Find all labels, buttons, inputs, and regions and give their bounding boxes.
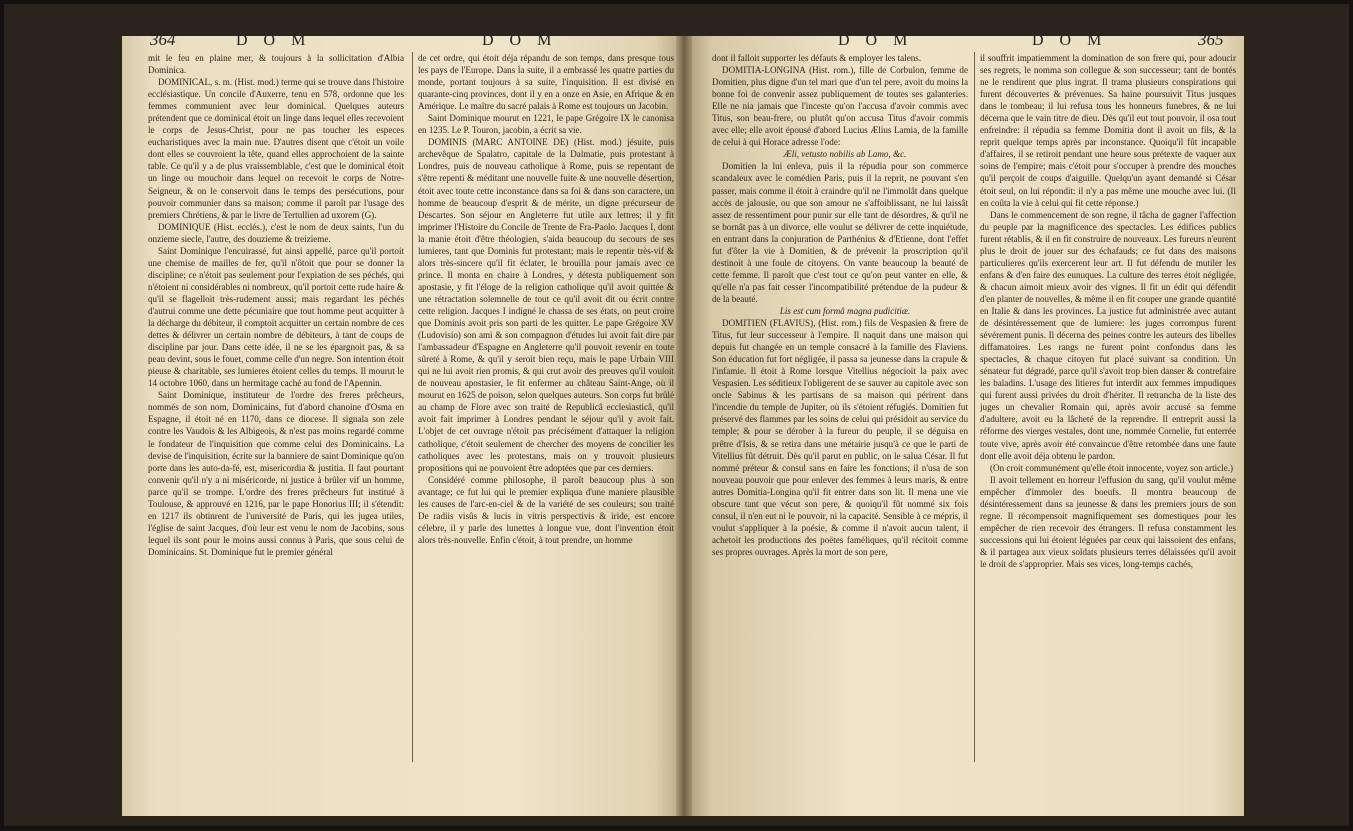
left-page-number: 364 <box>150 30 176 49</box>
column-rule <box>974 52 975 762</box>
left-column-2 <box>418 52 674 772</box>
paragraph: Saint Dominique l'encuirassé, fut ainsi appellé, parce qu'il portoit une chemise de mailles de fer, qu'il n'ôtoit que pour se donner la discipline; ce n'étoit pas seulement pour l'expiation de ses péchés, qui n'étoient ni considérables ni nombreux, qu'il portoit cette rude haire & qu'il se flagelloit très-rudement aussi; mais regardant les péchés d'autrui comme une dette pécuniaire que tout homme peut acquitter à la décharge du débiteur, il comptoit acquitter un certain nombre de ces dettes & délivrer un certain nombre de débiteurs, à tant de coups de discipline par jour. Dans cette idée, il ne se les épargnoit pas, & sa peau devint, sous le fouet, comme celle d'un negre. Son intention étoit pieuse & charitable, ses lumieres étoient celles du temps. Il mourut le 14 octobre 1060, dans un hermitage caché au fond de l'Apennin. <box>148 245 404 389</box>
paragraph: Saint Dominique mourut en 1221, le pape Grégoire IX le canonisa en 1235. Le P. Touron, jacobin, a écrit sa vie. <box>418 113 674 136</box>
verse-quote: Lis est cum formâ magna pudicitiæ. <box>779 305 911 316</box>
paragraph: dont il falloit supporter les défauts & employer les talens. <box>712 53 922 63</box>
paragraph: (On croit communément qu'elle étoit innocente, voyez son article.) <box>990 462 1234 473</box>
paragraph: Il avoit tellement en horreur l'effusion du sang, qu'il voulut même empêcher d'immoler des boeufs. Il montra beaucoup de désintéressement dans sa jeunesse & dans les premiers jours de son regne. Il récompensoit magnifiquement ses domestiques pour les empêcher de rien recevoir des étrangers. Il refusa constamment les successions qui lui étoient léguées par ceux qui laissoient des enfans, & il partagea aux vieux soldats plusieurs terres délaissées qu'il avoit le droit de s'approprier. Mais ses vices, long-temps cachés, <box>980 474 1236 569</box>
entry-dominique: DOMINIQUE (Hist. ecclés.), c'est le nom de deux saints, l'un du onzieme siecle, l'autre, des douzieme & treizieme. <box>148 221 404 244</box>
paragraph: mit le feu en plaine mer, & toujours à la sollicitation d'Albia Dominica. <box>148 53 404 76</box>
paragraph: Dans le commencement de son regne, il tâcha de gagner l'affection du peuple par la magnificence des spectacles. Les édifices publics furent rétablis, & il en fit construire de nouveaux. Les fureurs n'eurent plus le droit de jouer sur des échafauds; ce fut dans des maisons particulieres qu'ils exercerent leur art. Il fut défendu de mutiler les enfans & d'en faire des eunuques. La culture des terres étoit négligée, & chacun aimoit mieux avoir des vignes. Il fit un édit qui défendit d'en planter de nouvelles, & même il en fit couper une grande quantité en Italie & dans les provinces. La justice fut administrée avec autant de désintéressement que de lumiere: les juges corrompus furent sévérement punis. Il décerna des peines contre les auteurs des libelles diffamatoires. Les rangs ne furent point confondus dans les spectacles, & chaque citoyen fut placé suivant sa condition. Un sénateur fut dégradé, parce qu'il s'avoit trop bien danser & contrefaire les baladins. L'usage des litieres fut interdit aux femmes impudiques qui furent aussi privées du droit d'hériter. Il retrancha de la liste des juges un chevalier Romain qui, après avoir accusé sa femme d'adultere, avoit eu la lâcheté de la reprendre. Il entreprit aussi la réforme des vierges vestales, dont une, nommée Cornelie, fut enterrée toute vive, après avoir été convaincue d'être retombée dans une faute dont elle avoit déja obtenu le pardon. <box>980 209 1236 461</box>
right-column-1 <box>712 52 968 772</box>
left-column-1 <box>148 52 404 772</box>
right-header-right: D O M <box>1032 32 1108 49</box>
left-header-right: D O M <box>482 32 558 49</box>
paragraph: Saint Dominique, instituteur de l'ordre des freres prêcheurs, nommés de son nom, Dominicains, fut d'abord chanoine d'Osma en Espagne, il étoit né en 1170, dans ce diocese. Il signala son zele contre les Vaudois & les Albigeois, & n'est pas moins regardé comme le fondateur de l'inquisition que comme celui des Dominicains. La devise de l'inquisition, écrite sur la banniere de saint Dominique qu'on porte dans les auto-da-fé, est, misericordia & justitia. Il faut pourtant convenir qu'il n'y a ni miséricorde, ni justice à brûler vif un homme, parce qu'il se trompe. L'ordre des freres prêcheurs fut institué à Toulouse, & approuvé en 1216, par le pape Honorius III; il s'étendit: en 1217 ils obtinrent de l'université de Paris, qui les jugea utiles, l'église de saint Jacques, d'où leur est venu le nom de Jacobins, sous lequel ils sont pour le moins aussi connus à Paris, que sous celui de Dominicains. St. Dominique fut le premier général <box>148 390 404 557</box>
verse-quote: Æli, vetusto nobilis ab Lamo, &c. <box>783 149 907 160</box>
book-gutter <box>676 36 692 816</box>
entry-dominical: DOMINICAL, s. m. (Hist. mod.) terme qui se trouve dans l'histoire ecclésiastique. Un concile d'Auxerre, tenu en 578, ordonne que les femmes communient avec leur dominical. Quelques auteurs prétendent que ce dominical étoit un linge dans lequel elles recevoient le corps de Jesus-Christ, pour ne pas toucher les especes eucharistiques avec la main nue. D'autres disent que c'étoit un voile dont elles se couvroient la tête, quand elles approchoient de la sainte table. Ce qu'il y a de plus vraissemblable, c'est que le dominical étoit un linge ou mouchoir dans lequel on recevoit le corps de Notre-Seigneur, & on le conservoit dans le temps des persécutions, pour pouvoir communier dans sa maison; comme il paroît par l'usage des premiers Chrétiens, & par le livre de Tertullien ad uxorem (G). <box>148 77 404 220</box>
paragraph: de cet ordre, qui étoit déja répandu de son temps, dans presque tous les pays de l'Europe. Dans la suite, il a embrassé les quatre parties du monde, portant toujours à sa suite, l'inquisition. Il est divisé en quarante-cinq provinces, dont il y en a onze en Asie, en Afrique & en Amérique. Le maître du sacré palais à Rome est toujours un Jacobin. <box>418 53 674 112</box>
right-page-number: 365 <box>1198 30 1224 49</box>
entry-domitia-longina: DOMITIA-LONGINA (Hist. rom.), fille de Corbulon, femme de Domitien, plus digne d'un tel mari que d'un tel pere, avoit du moins la bonne foi de convenir assez publiquement de toutes ses galanteries. Elle ne nia jamais que l'inceste qu'on l'accusa d'avoir commis avec Titus, son beau-frere, ou plutôt qu'on accusa Titus d'avoir commis avec elle; elle avoit épousé d'abord Lucius Ælius Lamia, de la famille de celui à qui Horace adresse l'ode: <box>712 65 968 148</box>
right-column-2 <box>980 52 1236 772</box>
paragraph: Domitien la lui enleva, puis il la répudia pour son commerce scandaleux avec le comédien Paris, puis il la reprit, ne pouvant s'en passer, mais comme il étoit à craindre qu'il ne l'immolât dans quelque accès de jalousie, ou que son amour ne s'affoiblissant, ne lui laissât assez de ressentiment pour punir sur elle tant de désordres, & qu'il ne se bornât pas à un divorce, elle voulut se délivrer de cette inquiétude, en entrant dans la conjuration de Parthénius & d'Etienne, dont l'effet fut d'ôter la vie à Domitien, & de prévenir la proscription qu'il destinoit à une foule de citoyens. On vante beaucoup la beauté de cette femme. Il paroît que c'est tout ce qu'on peut vanter en elle, & qu'elle n'a pas fait cesser l'incompatibilité prétendue de la pudeur & de la beauté. <box>712 161 968 304</box>
right-header-left: D O M <box>838 32 914 49</box>
entry-domitien: DOMITIEN (FLAVIUS), (Hist. rom.) fils de Vespasien & frere de Titus, fut leur successeur à l'empire. Il naquit dans une maison qui depuis fut changée en un temple consacré à la famille des Flaviens. Son éducation fut fort négligée, il passa sa jeunesse dans la crapule & l'infamie. Il étoit à Rome lorsque Vitellius négocioit la paix avec Vespasien. Les séditieux l'obligerent de se sauver au capitole avec son oncle Sabinus & les partisans de sa maison qui périrent dans l'incendie du temple de Jupiter, où ils s'étoient réfugiés. Domitien fut préservé des flammes par les soins de celui qui présidoit au service du temple; & pour se dérober à la fureur du peuple, il se déguisa en prêtre d'Isis, & se retira dans une métairie jusqu'à ce que le parti de Vitellius fût détruit. Dès qu'il parut en public, on le salua César. Il fut nommé préteur & consul sans en faire les fonctions; il n'usa de son nouveau pouvoir que pour enlever des femmes à leurs maris, & entre autres Domitia-Longina qu'il fit entrer dans son lit. Il mena une vie obscure tant que vécut son pere, & quoiqu'il fût nommé six fois consul, il n'en eut ni le pouvoir, ni la capacité. Sensible à ce mépris, il voulut s'appliquer à la poésie, & comme il n'avoit aucun talent, il achetoit les productions des poëtes faméliques, qu'il récitoit comme ses propres ouvrages. Après la mort de son pere, <box>712 318 968 557</box>
left-header-left: D O M <box>236 32 312 49</box>
entry-dominis: DOMINIS (MARC ANTOINE DE) (Hist. mod.) jésuite, puis archevêque de Spalatro, capitale de la Dalmatie, puis protestant à Londres, puis de nouveau catholique à Rome, puis se repentant de s'être repenti & méditant une nouvelle fuite & une nouvelle désertion, étoit avec toute cette inconstance dans sa foi & dans son caractere, un homme de beaucoup d'esprit & de mérite, un digne précurseur de Descartes. Son séjour en Angleterre fut utile aux lettres; il y fit imprimer l'Histoire du Concile de Trente de Fra-Paolo. Jacques I, dont la manie étoit d'être théologien, s'aida beaucoup du secours de ses lumieres, tant que Dominis fut protestant; mais le repentir très-vif & alors très-sincere qu'il fit éclater, le brouilla pour jamais avec ce prince. Il monta en chaire à Londres, y détesta publiquement son apostasie, y fit l'éloge de la religion catholique qu'il avoit quittée & une rétractation solemnelle de tout ce qu'il avoit dit ou écrit contre cette religion. Jacques I indigné le chassa de ses états, on peut croire que Dominis avoit pris son parti de les quitter. Le pape Grégoire XV (Ludovisio) son ami & son compagnon d'études lui avoit fait dire par l'ambassadeur d'Espagne en Angleterre qu'il pouvoit revenir en toute sûreté à Rome, & qu'il y seroit bien reçu, mais le pape Urbain VIII qui ne lui avoit rien promis, & qui crut avoir des preuves qu'il vouloit de nouveau apostasier, le fit enfermer au château Saint-Ange, où il mourut en 1625 de poison, selon quelques auteurs. Son corps fut brûlé au champ de Flore avec son traité de Republicâ ecclesiasticâ, qu'il avoit fait imprimer à Londres pendant le séjour qu'il y avoit fait. L'objet de cet ouvrage n'étoit pas précisément d'attaquer la religion catholique, c'étoit seulement de chercher des moyens de concilier les catholiques avec les protestans, mais on y trouvoit plusieurs propositions qui ne pouvoient être adoptées que par ces derniers. <box>418 137 674 473</box>
paragraph: Considéré comme philosophe, il paroît beaucoup plus à son avantage; ce fut lui qui le premier expliqua d'une maniere plausible les causes de l'arc-en-ciel & de la variété de ses couleurs; son traité De radiis visûs & lucis in vitris perspectivis & iride, est encore célebre, il y parle des lunettes à longue vue, dont l'invention étoit alors très-nouvelle. Enfin c'étoit, à tout prendre, un homme <box>418 474 674 545</box>
paragraph: il souffrit impatiemment la domination de son frere qui, pour adoucir ses regrets, le nomma son collegue & son successeur; tant de bontés ne le rendirent que plus ingrat. Il trama plusieurs conspirations qui furent découvertes & prévenues. Sa haine poursuivit Titus jusques dans le tombeau; il lui refusa tous les honneurs funebres, & ne lui décerna que le vain titre de dieu. Dès qu'il eut tout pouvoir, il osa tout enfreindre: il répudia sa femme Domitia dont il avoit un fils, & la reprit quelque temps après par inconstance. Quoiqu'il fût incapable d'affaires, il se retiroit pendant une heure sous prétexte de vaquer aux soins de l'empire; mais c'étoit pour s'occuper à prendre des mouches qu'il perçoit de coups d'aiguille. Quelqu'un ayant demandé si César étoit seul, on lui répondit: il n'y a pas même une mouche avec lui. (Il en coûta la vie à celui qui fit cette réponse.) <box>980 53 1236 208</box>
column-rule <box>412 52 413 762</box>
